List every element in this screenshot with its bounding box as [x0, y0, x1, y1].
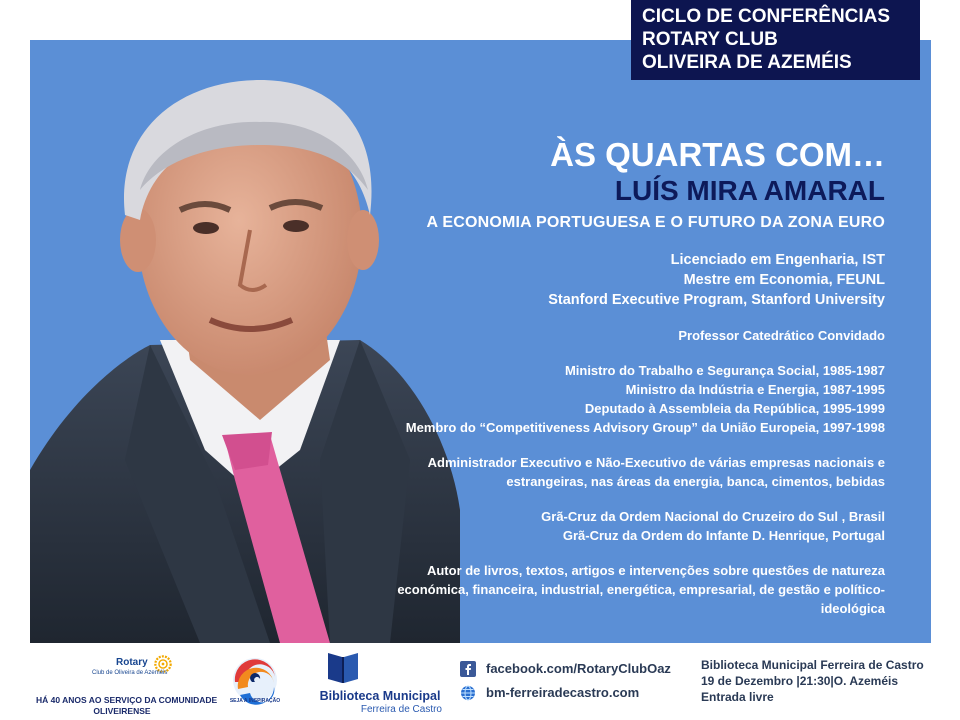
- venue-name: Biblioteca Municipal Ferreira de Castro: [701, 658, 924, 672]
- role-item: Ministro da Indústria e Energia, 1987-1995: [625, 382, 885, 397]
- rotary-wordmark: Rotary: [116, 657, 148, 668]
- contact-list: [460, 661, 690, 709]
- education-list: [325, 250, 885, 310]
- library-subtitle: Ferreira de Castro: [360, 704, 442, 715]
- rotary-logo: [36, 653, 218, 716]
- facebook-icon: [460, 661, 476, 677]
- honours-list: [325, 507, 885, 545]
- facebook-link[interactable]: facebook.com/RotaryClubOaz: [486, 661, 671, 676]
- website-contact[interactable]: [460, 685, 690, 709]
- venue-info: [701, 657, 951, 705]
- conference-series-box: [631, 0, 920, 80]
- role-item: Membro do “Competitiveness Advisory Group” da União Europeia, 1997-1998: [405, 420, 885, 435]
- website-link[interactable]: bm-ferreiradecastro.com: [486, 685, 640, 700]
- poster-banner: [30, 40, 931, 643]
- venue-datetime: 19 de Dezembro |21:30|O. Azeméis: [701, 674, 899, 688]
- role-item: Ministro do Trabalho e Segurança Social, 1985-1987: [564, 363, 885, 378]
- facebook-contact[interactable]: [460, 661, 690, 685]
- role-item: Deputado à Assembleia da República, 1995-1999: [584, 401, 885, 416]
- book-icon: [326, 649, 360, 685]
- author-line: económica, financeira, industrial, energética, empresarial, de gestão e político-: [397, 582, 885, 597]
- library-logo: [318, 649, 442, 715]
- executive-line: estrangeiras, nas áreas da energia, banca, cimentos, bebidas: [506, 474, 885, 489]
- text-column: [325, 136, 885, 618]
- globe-icon: [460, 685, 476, 701]
- roles-list: [325, 361, 885, 437]
- series-line: OLIVEIRA DE AZEMÉIS: [642, 52, 852, 73]
- swirl-caption: SEJA A INSPIRAÇÃO: [229, 698, 281, 704]
- honour-item: Grã-Cruz da Ordem Nacional do Cruzeiro do Sul , Brasil: [541, 509, 885, 524]
- executive-text: [325, 453, 885, 491]
- event-title: ÀS QUARTAS COM…: [550, 136, 885, 173]
- honour-item: Grã-Cruz da Ordem do Infante D. Henrique, Portugal: [562, 528, 885, 543]
- series-line: ROTARY CLUB: [642, 29, 778, 50]
- speaker-name: LUÍS MIRA AMARAL: [614, 175, 885, 206]
- rotary-tagline: HÁ 40 ANOS AO SERVIÇO DA COMUNIDADE: [36, 695, 218, 705]
- academic-position: [325, 326, 885, 345]
- education-item: Stanford Executive Program, Stanford University: [548, 292, 885, 308]
- venue-entry: Entrada livre: [701, 690, 774, 704]
- position-text: Professor Catedrático Convidado: [678, 328, 885, 343]
- education-item: Mestre em Economia, FEUNL: [683, 272, 885, 288]
- footer: [0, 643, 960, 720]
- author-line: ideológica: [820, 601, 885, 616]
- author-line: Autor de livros, textos, artigos e intervenções sobre questões de natureza: [426, 563, 885, 578]
- library-name: Biblioteca Municipal: [319, 689, 441, 703]
- rotary-club-name: Club de Oliveira de Azeméis: [92, 670, 168, 676]
- rotary-tagline-2: OLIVEIRENSE: [93, 706, 151, 716]
- executive-line: Administrador Executivo e Não-Executivo de várias empresas nacionais e: [427, 455, 885, 470]
- series-line: CICLO DE CONFERÊNCIAS: [642, 6, 891, 27]
- author-text: [325, 561, 885, 618]
- talk-topic: A ECONOMIA PORTUGUESA E O FUTURO DA ZONA EURO: [426, 214, 885, 231]
- education-item: Licenciado em Engenharia, IST: [670, 252, 885, 268]
